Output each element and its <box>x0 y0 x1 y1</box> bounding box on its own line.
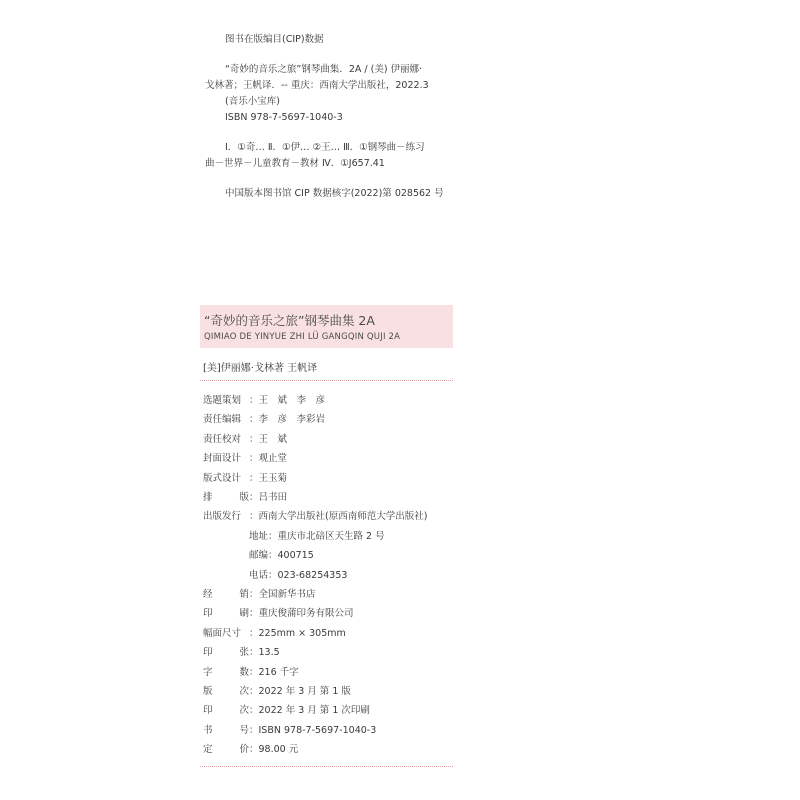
credit-label: 责任校对 <box>203 433 242 445</box>
credit-value: ：225mm × 305mm <box>249 627 346 639</box>
credit-row <box>203 743 298 762</box>
credit-value: ：ISBN 978-7-5697-1040-3 <box>249 724 377 736</box>
credit-label: 印张 <box>203 647 249 659</box>
credit-value: ：98.00 元 <box>249 744 299 756</box>
credit-row <box>203 569 347 588</box>
credit-value: 电话：023-68254353 <box>249 569 348 581</box>
cip-verification: 中国版本图书馆 CIP 数据核字(2022)第 028562 号 <box>225 188 444 199</box>
cip-block <box>205 32 455 202</box>
title-banner <box>200 305 453 348</box>
credit-row <box>203 452 287 471</box>
cip-classification-line2: 曲－世界－儿童教育－教材 Ⅳ．①J657.41 <box>205 158 385 169</box>
credit-row <box>203 491 287 510</box>
credit-label: 经销 <box>203 589 249 600</box>
credit-value: 地址：重庆市北碚区天生路 2 号 <box>249 530 385 542</box>
credit-value: ：2022 年 3 月 第 1 次印刷 <box>249 705 370 717</box>
dotted-divider-top <box>200 380 453 381</box>
author-translator-line: [美]伊丽娜·戈林著 王帆译 <box>203 363 318 374</box>
credit-value: ：吕书田 <box>249 492 288 503</box>
cip-series: (音乐小宝库) <box>225 96 280 107</box>
credit-label: 排版 <box>203 492 249 503</box>
credit-label: 书号 <box>203 724 249 736</box>
credit-row <box>203 666 299 685</box>
book-title: “奇妙的音乐之旅”钢琴曲集 2A <box>204 313 375 328</box>
cip-record-line2: 戈林著；王帆译．-- 重庆：西南大学出版社，2022.3 <box>205 80 429 91</box>
cip-classification-line1: Ⅰ．①奇… Ⅱ．①伊… ②王… Ⅲ．①钢琴曲－练习 <box>225 142 425 153</box>
credit-value: ：216 千字 <box>249 666 299 678</box>
credit-label: 责任编辑 <box>203 414 242 426</box>
credit-row <box>203 704 370 723</box>
credit-value: ：王 斌 李 彦 <box>249 395 326 406</box>
credit-row <box>203 627 346 646</box>
credit-value: ：2022 年 3 月 第 1 版 <box>249 686 351 697</box>
credit-label: 印刷 <box>203 608 249 620</box>
credit-label: 字数 <box>203 666 249 678</box>
credit-label: 封面设计 <box>203 453 242 465</box>
credit-label: 出版发行 <box>203 511 242 523</box>
credit-label: 定价 <box>203 744 249 756</box>
credit-label: 印次 <box>203 705 249 717</box>
credit-value: ：重庆俊蒲印务有限公司 <box>249 608 354 620</box>
book-title-pinyin: QIMIAO DE YINYUE ZHI LÜ GANGQIN QUJI 2A <box>204 332 401 342</box>
cip-isbn: ISBN 978-7-5697-1040-3 <box>225 112 343 123</box>
credit-row <box>203 413 325 432</box>
credit-row <box>203 510 427 529</box>
credit-row <box>203 588 316 607</box>
credit-row <box>203 433 287 452</box>
credit-row <box>203 530 385 549</box>
credit-row <box>203 394 325 413</box>
credit-label: 版式设计 <box>203 472 242 484</box>
credit-value: ：李 彦 李彩岩 <box>249 414 326 426</box>
credit-value: ：王玉菊 <box>249 472 288 484</box>
credit-row <box>203 549 314 568</box>
credit-value: 邮编：400715 <box>249 550 314 562</box>
credit-row <box>203 607 354 626</box>
credit-value: ：13.5 <box>249 647 280 659</box>
credit-label: 幅面尺寸 <box>203 627 242 639</box>
credit-label: 版次 <box>203 686 249 697</box>
credit-row <box>203 646 280 665</box>
credit-value: ：全国新华书店 <box>249 589 316 600</box>
credit-value: ：西南大学出版社(原西南师范大学出版社) <box>249 511 428 523</box>
cip-heading: 图书在版编目(CIP)数据 <box>225 34 324 45</box>
dotted-divider-bottom <box>200 766 453 767</box>
credit-row <box>203 472 287 491</box>
credit-value: ：观止堂 <box>249 453 288 465</box>
credit-row <box>203 724 376 743</box>
cip-record-line1: “奇妙的音乐之旅”钢琴曲集．2A / (美) 伊丽娜· <box>225 64 423 75</box>
credit-label: 选题策划 <box>203 395 242 406</box>
credit-value: ：王 斌 <box>249 433 288 445</box>
credit-row <box>203 685 351 704</box>
